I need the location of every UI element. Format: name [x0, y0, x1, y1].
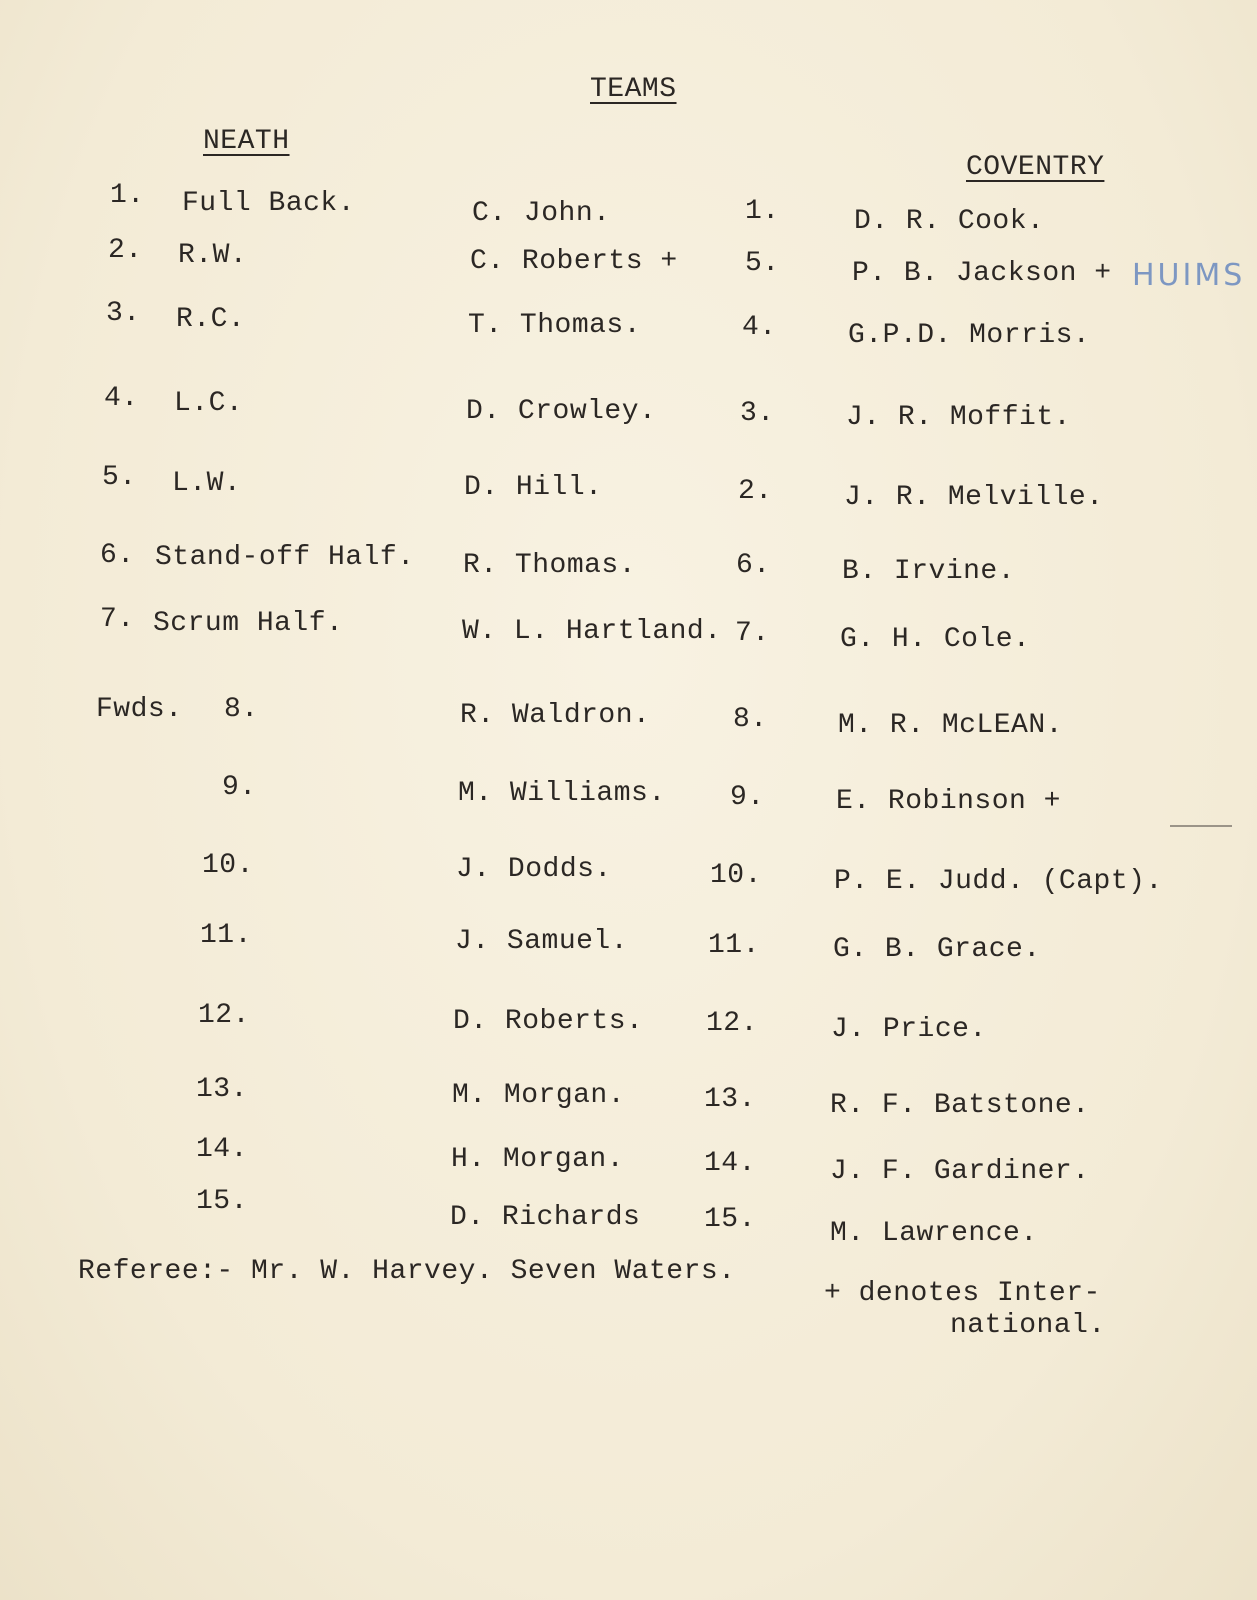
coventry-shirt-number: 5. [745, 248, 780, 279]
neath-shirt-number: Fwds. [96, 694, 183, 725]
coventry-player: J. Price. [831, 1014, 987, 1045]
coventry-shirt-number: 6. [736, 550, 771, 581]
position-label: 11. [200, 920, 252, 951]
neath-player: D. Richards [450, 1202, 641, 1233]
coventry-player: J. R. Melville. [844, 482, 1104, 513]
position-label: 15. [196, 1186, 248, 1217]
position-label: 10. [202, 850, 254, 881]
coventry-player: P. E. Judd. (Capt). [834, 866, 1163, 897]
position-label: R.W. [178, 240, 248, 271]
referee-line: Referee:- Mr. W. Harvey. Seven Waters. [78, 1256, 736, 1287]
position-label: L.C. [174, 388, 244, 419]
neath-shirt-number: 6. [100, 540, 135, 571]
neath-player: M. Williams. [458, 778, 666, 809]
neath-player: J. Dodds. [456, 854, 612, 885]
coventry-shirt-number: 2. [738, 476, 773, 507]
coventry-shirt-number: 4. [742, 312, 777, 343]
coventry-shirt-number: 14. [704, 1148, 756, 1179]
neath-shirt-number: 7. [100, 604, 135, 635]
neath-player: D. Roberts. [453, 1006, 644, 1037]
coventry-shirt-number: 3. [740, 398, 775, 429]
coventry-shirt-number: 8. [733, 704, 768, 735]
handwritten-note: HUIMS [1132, 258, 1246, 293]
neath-player: C. Roberts + [470, 246, 678, 277]
coventry-shirt-number: 11. [708, 930, 760, 961]
coventry-player: B. Irvine. [842, 556, 1016, 587]
legend-line-2: national. [950, 1310, 1106, 1341]
neath-shirt-number: 2. [108, 235, 143, 266]
coventry-player: D. R. Cook. [854, 206, 1045, 237]
coventry-shirt-number: 7. [735, 618, 770, 649]
neath-shirt-number: 3. [106, 298, 141, 329]
position-label: 13. [196, 1074, 248, 1105]
coventry-shirt-number: 9. [730, 782, 765, 813]
coventry-player: J. F. Gardiner. [830, 1156, 1090, 1187]
position-label: Full Back. [182, 188, 356, 219]
coventry-shirt-number: 10. [710, 860, 762, 891]
neath-player: R. Waldron. [460, 700, 651, 731]
coventry-player: G. B. Grace. [833, 934, 1041, 965]
coventry-player: E. Robinson + [836, 786, 1061, 817]
neath-player: T. Thomas. [468, 310, 642, 341]
neath-player: W. L. Hartland. [462, 616, 722, 647]
neath-shirt-number: 1. [110, 180, 145, 211]
position-label: 9. [222, 772, 257, 803]
neath-player: J. Samuel. [455, 926, 629, 957]
position-label: 12. [198, 1000, 250, 1031]
coventry-shirt-number: 1. [745, 196, 780, 227]
coventry-heading: COVENTRY [966, 152, 1105, 183]
neath-player: D. Hill. [464, 472, 603, 503]
coventry-player: G. H. Cole. [840, 624, 1031, 655]
coventry-player: J. R. Moffit. [846, 402, 1071, 433]
neath-heading: NEATH [203, 126, 290, 157]
coventry-shirt-number: 13. [704, 1084, 756, 1115]
coventry-player: P. B. Jackson + [852, 258, 1112, 289]
neath-player: H. Morgan. [451, 1144, 625, 1175]
position-label: Scrum Half. [153, 608, 344, 639]
fold-mark [1170, 825, 1232, 827]
neath-shirt-number: 4. [104, 383, 139, 414]
coventry-player: G.P.D. Morris. [848, 320, 1091, 351]
coventry-shirt-number: 15. [704, 1204, 756, 1235]
legend-line-1: + denotes Inter- [824, 1278, 1101, 1309]
position-label: L.W. [172, 468, 242, 499]
neath-player: M. Morgan. [452, 1080, 626, 1111]
neath-player: D. Crowley. [466, 396, 657, 427]
teams-heading: TEAMS [590, 74, 677, 105]
neath-player: R. Thomas. [463, 550, 637, 581]
coventry-player: M. Lawrence. [830, 1218, 1038, 1249]
neath-player: C. John. [472, 198, 611, 229]
coventry-player: M. R. McLEAN. [838, 710, 1063, 741]
position-label: R.C. [176, 304, 246, 335]
neath-shirt-number: 5. [102, 462, 137, 493]
position-label: 14. [196, 1134, 248, 1165]
position-label: 8. [224, 694, 259, 725]
coventry-shirt-number: 12. [706, 1008, 758, 1039]
coventry-player: R. F. Batstone. [830, 1090, 1090, 1121]
position-label: Stand-off Half. [155, 542, 415, 573]
